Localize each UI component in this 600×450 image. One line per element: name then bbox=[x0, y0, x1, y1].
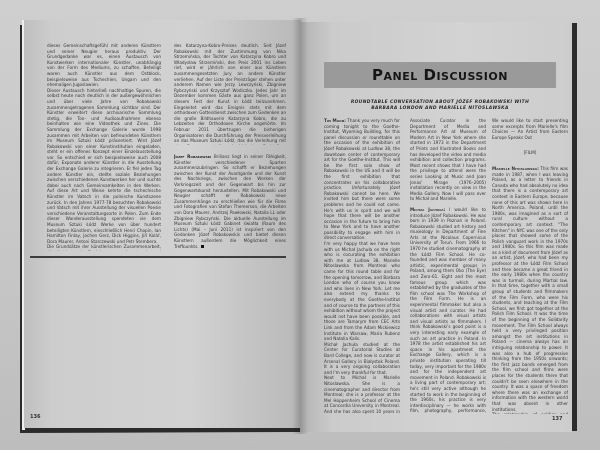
right-column-3 bbox=[492, 118, 568, 414]
paragraph: Die Grundsätze der künstlerischen Zusammenarbeit, bbox=[47, 244, 161, 250]
left-column-1 bbox=[47, 43, 161, 251]
paragraph: Dieser Austausch hinterließ nachhaltige Spuren, die selbst heute noch deutlich in der außergewöhnlichen und über viele Jahre von Robakowski zusammengetragenen Sammlung sichtbar sind. Der Künstler erweitert diese archivarische Sammlung stetig, die Ton- und Audioaufnahmen ebenso beinhalten wie eine Videothek und Zines. Die Sammlung der Exchange Galerie wurde 1998 zusammen mit Arbeiten von befreundeten Künstlern im Museum Sztuki Łódź präsentiert. Wird Józef Robakowski von einer Kunstinstitution eingeladen, steht er ein offenes Konzept einer Einzelausstellung vor. So entschied er sich beispielsweise auch 2008 dafür, Exponate anderer Künstler in die Ausstellung der Exchange Galerie zu integrieren. Er fiel jeden Tag andere Künstler ein, stellte soziale Beziehungen zwischen verschiedenen Kunstwerken her und suchte dabei auch nach Gemeinsamkeiten in den Werken. Auf diese Art und Weise kehrte die tschechische Künstler im Vatsch in die polnische Kunstszene zurück. In den Jahren 1977-78 besuchten Robakowski und Vatsch mit ihrer Ausstellung der visuellen Poesie verschiedene Veranstaltungsorte in Polen. Zum Ende dieser Wanderausstellung spendeten sie dem Museum Sztuki Łódź Werke von über hundert beteiligten Künstlern, einschließlich Henri Chopin, Ian Hamilton Finlay, Jochen Gerz, Dick Higgins, Jiří Kolář, Dora Maurer, Antoni Starczewski und Petr Štembera. bbox=[47, 87, 161, 244]
bio-text: Brilianz liegt in seiner Fähigkeit, Künstler verschiedener Sparten zusammenzubringen. So schafft er Beziehungen zwischen der Kunst der Avantgarde und der Kunst des Nachkriegs, zwischen den Werken der Vorkriegszeit und der Gegenwart bis hin zur Gegenwartskunst herzustellen. Mit Robakowski und Neugier schafft er Robakowski neue Zusammenhänge zu erschließen wie für die Filme und Fotografien von Stefan Themerson, die Arbeiten von Dora Maurer, Andrzej Pawłowski, Natalia LL oder Zbigniew Rybczyński. Die aktuelle Ausstellung im Museum Sztuki Łódź Gabinet światła (Raum des Lichts) (Mai – Juni 2011) ist inspiriert von den Gedanken Józef Robakowskis und bietet diesen Künstlern außerdem die Möglichkeit eines Treffpunkts. bbox=[174, 154, 286, 248]
speech-text: I would like to introduce Józef Robakowski. He was born in 1939 in Poznań in Poland. Robakowski studied art history and museology in Department of Fine Arts at the Nicolaus Copernicus University of Toruń. From 1966 to 1970 he studied cinematography at the Łódź Film School. He co-founded and was member of many artistic, experimental groups in Poland, among them Oko (The Eye) and Zero-61. Eight and the most famous group which was established by the graduates of the film school was The Workshop of the Film Form. He is an experimental filmmaker but also a visual artist and curator. He had collaborations with visual artists and visual artists as filmmakers. I think Robakowski's good point is a very interesting early example of such an art practice in Poland. In 1978 the artist established his art space in his apartment the Exchange Gallery, which is a private institution operating till today, very important for the 1980s and for the independent art movement in Poland. Robakowski is a living part of contemporary art; he's still very active although he started to work in the beginning of the 1960s, his practice is very interdisciplinary — he works with film, photography, performance, bbox=[410, 206, 486, 414]
subtitle-line-1: ROUNDTABLE CONVERSATION ABOUT JÓZEF ROBAKOWSKI WITH bbox=[350, 100, 530, 105]
paragraph: I'm very happy that we have here with us Michał Jachuła on the right who is cocurating the exhibition with me at Ludlow 38, Marielle Nitoslawska from Montreal who came for this round table and for the opening tomorrow, and Barbara London who of course you know and who lives in New York. Let me also extend my thanks to everybody at the Goethe-Institut and of course to the partners of this exhibition without whom the project would not have been possible, and those are Tamarym from CEC Arts Link and from the Adam Mickiewicz Institute in Warsaw, Maria Rubenz and Natalia Kalis. bbox=[324, 241, 400, 342]
paragraph bbox=[492, 166, 568, 412]
paragraph: dieses Gemeinschaftsgefühl mit anderen Künstlern und seiner Neugier heraus produktiv. Der Grundgedanke war es, einen Austausch von Kunstwerken internationaler Künstler, unabhängig von der Form des Mediums, zu schaffen. Beteiligt waren auch Künstler aus dem Ostblock, beispielsweise aus Tschechien, Ungarn und den ehemaligen Jugoslawien. bbox=[47, 43, 161, 88]
artist-bio bbox=[174, 154, 286, 248]
speech-text: This film was made in 1987, when I was leaving Poland, as a letter to friends in Canada who had absolutely no idea that there is a contemporary art context in Eastern Europe, because none of this art was shown here in North America. Poland, until the 1980s, was imagined as a sort of rural culture without a contemporary art context. "The Kitchen" in NYC was one of the only places that showed some of the Polish vanguard work in the 1970s and 1980s. So this film was made as a kind of document from Józef as an artist, Józef, who had been my professor at the Łódź Film School and then became a great friend in the early 1980s when the country was in turmoil, during Martial law. In that time, together with a small group of students and filmmakers of the Film Form, who were his students, and teaching at the Film School, we first got together at the Polish Film School. It was the time of the beginning of the Solidarity movement. The Film School always held a very privileged position amongst the art institutions in Poland — cinema always has an intriguing relationship to power. It was also a hub of progressive thinking from the 1950s onwards; the first jazz bands emerged from the film school and films were places for the students there that couldn't be seen elsewhere in the country. It was a space of freedom where there was an exchange of information with the western world that was absent in other institutions. bbox=[492, 165, 568, 412]
page-title: Panel Discussion bbox=[372, 66, 508, 84]
paragraph: Associate Curator in the Department of Media and Performance Art at Museum of Modern Art in New York where she started in 1973 in the Department of Prints and Illustrated Books and has developed the video and media exhibition and collection programs. Most recent shows that I have had the privilege to attend were the series Looking at Music and Joan Jonas' Mirage (1976–2005) installation recently on view in the Media Gallery. Now I will pass over to Michał and Marielle. bbox=[410, 118, 486, 202]
page-number-right: 137 bbox=[552, 416, 563, 422]
speaker-label: Marielle Nitoslawska: bbox=[492, 165, 539, 171]
right-column-2 bbox=[410, 118, 486, 414]
right-page bbox=[300, 22, 572, 432]
speech-text: Thank you very much for coming tonight to the Goethe-Institut, Wyoming Building, for this panel discussion or roundtable on the occasion of the exhibition of Józef Robakowski at Ludlow 38, the downtown center of contemporary art for the Goethe-Institut. This will be the first solo show of Robakowski in the US and it will be the first exhibition that concentrates on his collaborative practice. Unfortunately Józef Robakowski cannot be here. We invited him but there were some problems and he could not come. He's with us in spirit and we will hope that there will be another occasion in the future to bring him to New York and to have another possibility to engage with him in direct conversation. bbox=[324, 118, 400, 241]
subtitle bbox=[340, 100, 540, 112]
bio-name: Józef Robakowski bbox=[174, 154, 212, 159]
right-column-1 bbox=[324, 118, 400, 414]
subtitle-line-2: BARBARA LONDON AND MARIELLE NITOSLAWSKA bbox=[371, 106, 509, 111]
paragraph bbox=[410, 207, 486, 414]
paragraph: Michał Jachuła studied at the Center for Curatorial Studies at Bard College, and now is curator at Arsenal Gallery in Białystok Poland. It is a very ongoing collaboration and I'm very thankful for that. bbox=[324, 341, 400, 375]
left-page bbox=[24, 20, 301, 428]
left-column-2 bbox=[174, 43, 286, 145]
paragraph: Next to Michał is Marielle Nitoslawska. She is a cinematographer and director from Montreal; she is a professor at the Mel Hoppenheim School of Cinema at Concordia University in Montreal. And she has also spent 10 years in bbox=[324, 375, 400, 414]
section-rule bbox=[30, 256, 286, 258]
speaker-label: Michał Jachuła: bbox=[410, 206, 446, 212]
film-tag: [FILM] bbox=[523, 150, 537, 156]
book-spine-shadow bbox=[292, 18, 308, 434]
end-of-article-icon bbox=[201, 245, 204, 248]
film-intro: We would like to start presenting some excerpts from Marielle's film Choices — An Artist from Eastern Europe Speaks Out bbox=[492, 118, 568, 140]
paragraph: des Katarzyna-Kobro-Preises deutlich. Seit Józef Robakowski mit der Zustimmung von Nika Strzemińska, der Tochter von Katarzyna Kobro und Władysław Strzemiński, den Preis 2001 ins Leben rief, wird er jährlich von einer aus Künstlern zusammengesetzten Jury an andere Künstler verliehen. Auf der Liste der Preisträger stehen unter anderem Namen wie Jerzy Lewczyński, Zbigniew Rybczyński und Krzysztof Wodiczko. Jedes Jahr im Dezember kommen Gäste aus ganz Polen, um an diesem Fest der Kunst in Łódź teilzunehmen. Eingeleitet wird das Ereignis stets mit dem orthodoxen Gottesdienst zwischen zum Gedenken an die große Bildhauerin Katarzyna Kobro, die zu Lebzeiten der Orthodoxen Kirche angehörte. Im Februar 2011 übertrugen die bisherigen Organisatoren die Durchführung der Preisverleihung an das Museum Sztuki Łódź, das die Verleihung mit bbox=[174, 43, 286, 144]
paragraph bbox=[492, 412, 568, 414]
paragraph bbox=[324, 118, 400, 241]
speaker-label: Tim Moon: bbox=[324, 118, 346, 123]
bio-paragraph bbox=[174, 154, 286, 248]
page-number-left: 136 bbox=[30, 414, 41, 420]
